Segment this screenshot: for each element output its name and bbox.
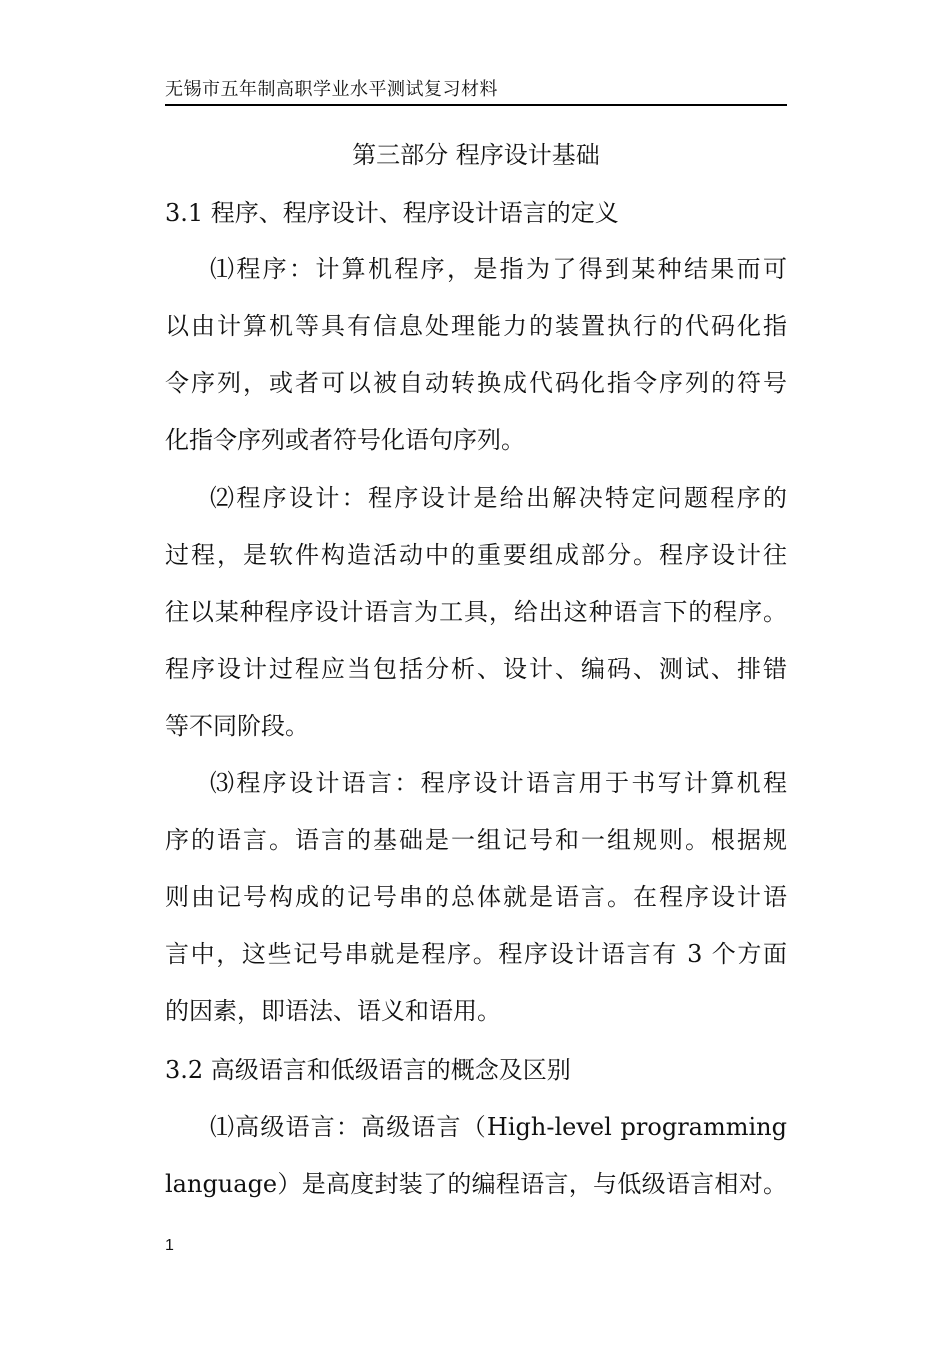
- paragraph-line: ⑴程序：计算机程序，是指为了得到某种结果而可: [210, 255, 787, 283]
- paragraph-line: 以由计算机等具有信息处理能力的装置执行的代码化指: [165, 312, 787, 340]
- paragraph-line: 言中，这些记号串就是程序。程序设计语言有 3 个方面: [165, 940, 787, 968]
- paragraph-line: language）是高度封装了的编程语言，与低级语言相对。: [165, 1170, 787, 1198]
- paragraph-line: 程序设计过程应当包括分析、设计、编码、测试、排错: [165, 655, 787, 683]
- paragraph-line: 则由记号构成的记号串的总体就是语言。在程序设计语: [165, 883, 787, 911]
- paragraph-line: ⑵程序设计：程序设计是给出解决特定问题程序的: [210, 484, 787, 512]
- paragraph-line: ⑴高级语言：高级语言（High-level programming: [210, 1113, 787, 1141]
- paragraph-line: 往以某种程序设计语言为工具，给出这种语言下的程序。: [165, 598, 787, 626]
- page-number: 1: [165, 1237, 174, 1254]
- document-title: 第三部分 程序设计基础: [352, 141, 600, 169]
- header-text: 无锡市五年制高职学业水平测试复习材料: [165, 79, 498, 100]
- paragraph-line: 令序列，或者可以被自动转换成代码化指令序列的符号: [165, 369, 787, 397]
- page-header: [165, 78, 787, 106]
- paragraph-line: ⑶程序设计语言：程序设计语言用于书写计算机程: [210, 769, 787, 797]
- section-heading-3-2: 3.2 高级语言和低级语言的概念及区别: [165, 1056, 571, 1084]
- paragraph-line: 过程，是软件构造活动中的重要组成部分。程序设计往: [165, 541, 787, 569]
- paragraph-line: 的因素，即语法、语义和语用。: [165, 997, 501, 1025]
- section-heading-3-1: 3.1 程序、程序设计、程序设计语言的定义: [165, 199, 619, 227]
- paragraph-line: 序的语言。语言的基础是一组记号和一组规则。根据规: [165, 826, 787, 854]
- paragraph-line: 化指令序列或者符号化语句序列。: [165, 426, 525, 454]
- paragraph-line: 等不同阶段。: [165, 712, 309, 740]
